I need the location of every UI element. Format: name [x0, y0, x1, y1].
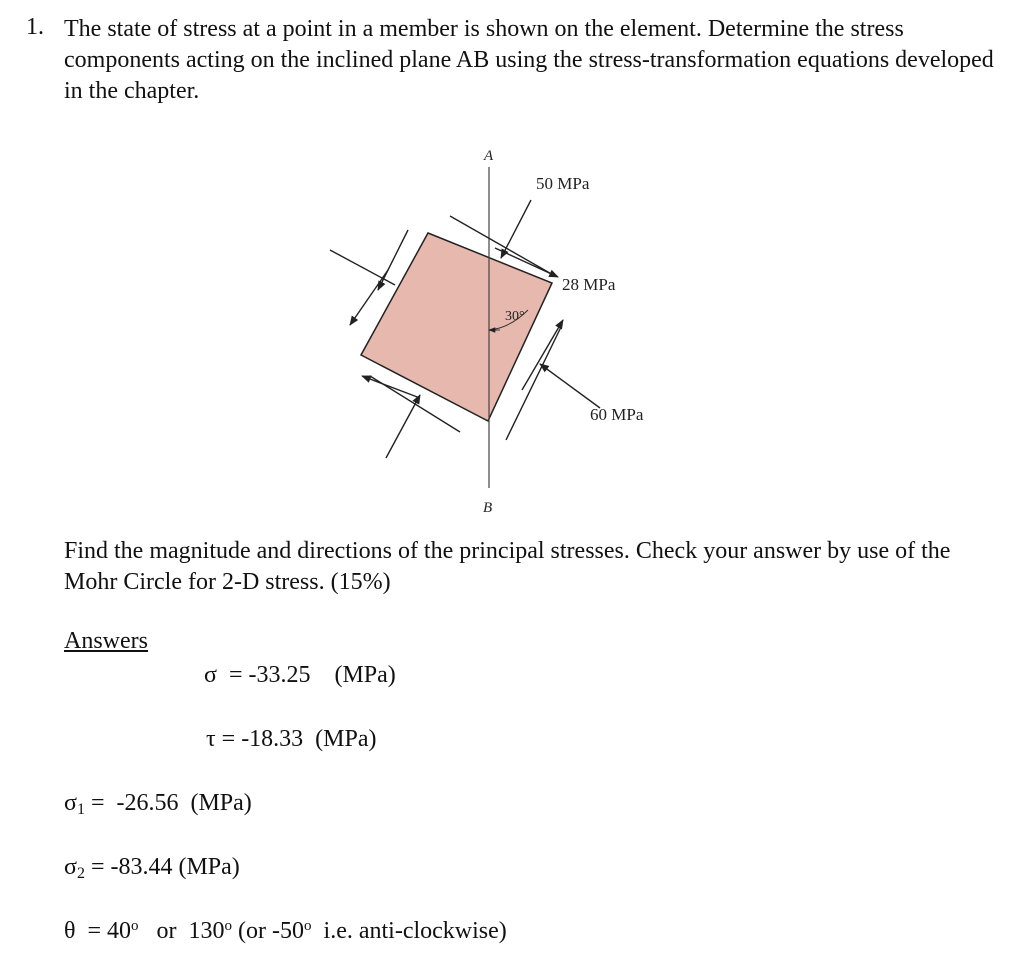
sigma1-symbol: σ — [64, 790, 77, 816]
theta-degree-2: o — [224, 918, 233, 934]
label-a: A — [484, 148, 494, 164]
theta-symbol: θ — [64, 918, 76, 944]
theta-degree-3: o — [304, 918, 312, 934]
answer-sigma — [204, 662, 396, 689]
theta-or: or 130 — [138, 918, 225, 944]
tau-symbol: τ — [206, 726, 216, 752]
question-number: 1. — [26, 14, 44, 40]
question-text: The state of stress at a point in a member is shown on the element. Determine the stress components acting on the inclined plane AB using the stress-transformation equations developed in the chapter. — [64, 16, 994, 104]
sigma2-subscript: 2 — [76, 865, 85, 882]
theta-tail: i.e. anti-clockwise) — [311, 918, 507, 944]
answer-sigma1 — [64, 790, 252, 819]
normal-arrow-right — [540, 364, 600, 408]
answer-sigma2 — [64, 854, 240, 883]
answer-theta — [64, 918, 507, 945]
stress-element-figure — [300, 140, 720, 520]
sigma1-subscript: 1 — [76, 801, 85, 818]
sigma-symbol: σ — [204, 662, 217, 688]
subquestion-text: Find the magnitude and directions of the principal stresses. Check your answer by use of the Mohr Circle for 2-D stress. (15%) — [64, 538, 951, 595]
answer-tau — [206, 726, 377, 753]
theta-eq: = 40 — [75, 918, 132, 944]
sigma2-symbol: σ — [64, 854, 77, 880]
normal-arrow-top — [501, 200, 531, 258]
sigma-value: = -33.25 (MPa) — [228, 662, 396, 688]
left-face-line — [330, 250, 395, 285]
normal-arrow-bottom — [386, 395, 420, 458]
tau-value: = -18.33 (MPa) — [215, 726, 377, 752]
theta-degree-1: o — [131, 918, 139, 934]
label-60mpa: 60 MPa — [590, 405, 644, 424]
sigma2-value: = -83.44 (MPa) — [84, 854, 240, 880]
answers-heading: Answers — [64, 628, 148, 654]
theta-paren: (or -50 — [232, 918, 305, 944]
label-50mpa: 50 MPa — [536, 174, 590, 193]
label-b: B — [483, 500, 493, 516]
label-28mpa: 28 MPa — [562, 275, 616, 294]
sigma1-value: = -26.56 (MPa) — [84, 790, 252, 816]
label-angle: 30° — [505, 309, 525, 324]
